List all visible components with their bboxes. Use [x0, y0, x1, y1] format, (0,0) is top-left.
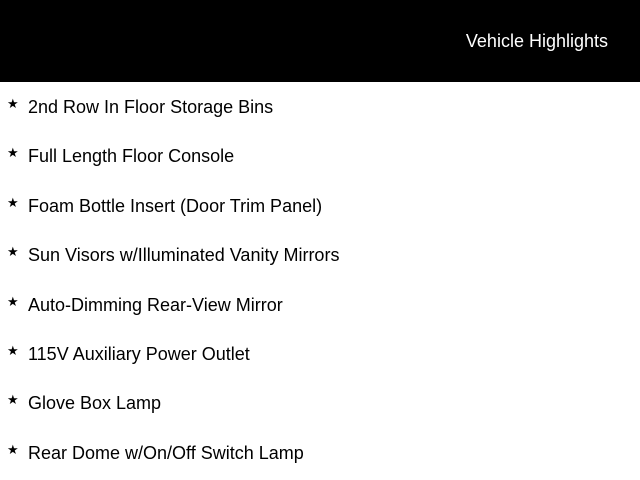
- list-item: [0, 181, 640, 230]
- list-item: [0, 428, 640, 477]
- list-item-label: Rear Dome w/On/Off Switch Lamp: [28, 442, 304, 463]
- list-item-label: 2nd Row In Floor Storage Bins: [28, 97, 274, 117]
- star-icon: ★: [7, 293, 19, 309]
- list-item: [0, 378, 640, 427]
- star-icon: ★: [7, 96, 19, 111]
- header-bar: [0, 0, 640, 82]
- list-item-label: Foam Bottle Insert (Door Trim Panel): [28, 195, 323, 216]
- list-item-label: Full Length Floor Console: [28, 146, 235, 167]
- star-icon: ★: [7, 441, 19, 457]
- list-item: [0, 280, 640, 329]
- vehicle-highlights-list: [0, 82, 640, 477]
- star-icon: ★: [7, 244, 19, 260]
- star-icon: ★: [7, 145, 19, 161]
- list-item: [0, 131, 640, 180]
- list-item: [0, 329, 640, 378]
- list-item: [0, 82, 640, 131]
- list-item-label: 115V Auxiliary Power Outlet: [28, 343, 250, 364]
- list-item: [0, 230, 640, 279]
- list-item-label: Auto-Dimming Rear-View Mirror: [28, 294, 283, 315]
- star-icon: ★: [7, 392, 19, 408]
- page-title: Vehicle Highlights: [465, 31, 608, 51]
- list-item-label: Sun Visors w/Illuminated Vanity Mirrors: [28, 245, 340, 266]
- star-icon: ★: [7, 342, 19, 358]
- star-icon: ★: [7, 194, 19, 210]
- list-item-label: Glove Box Lamp: [28, 393, 162, 414]
